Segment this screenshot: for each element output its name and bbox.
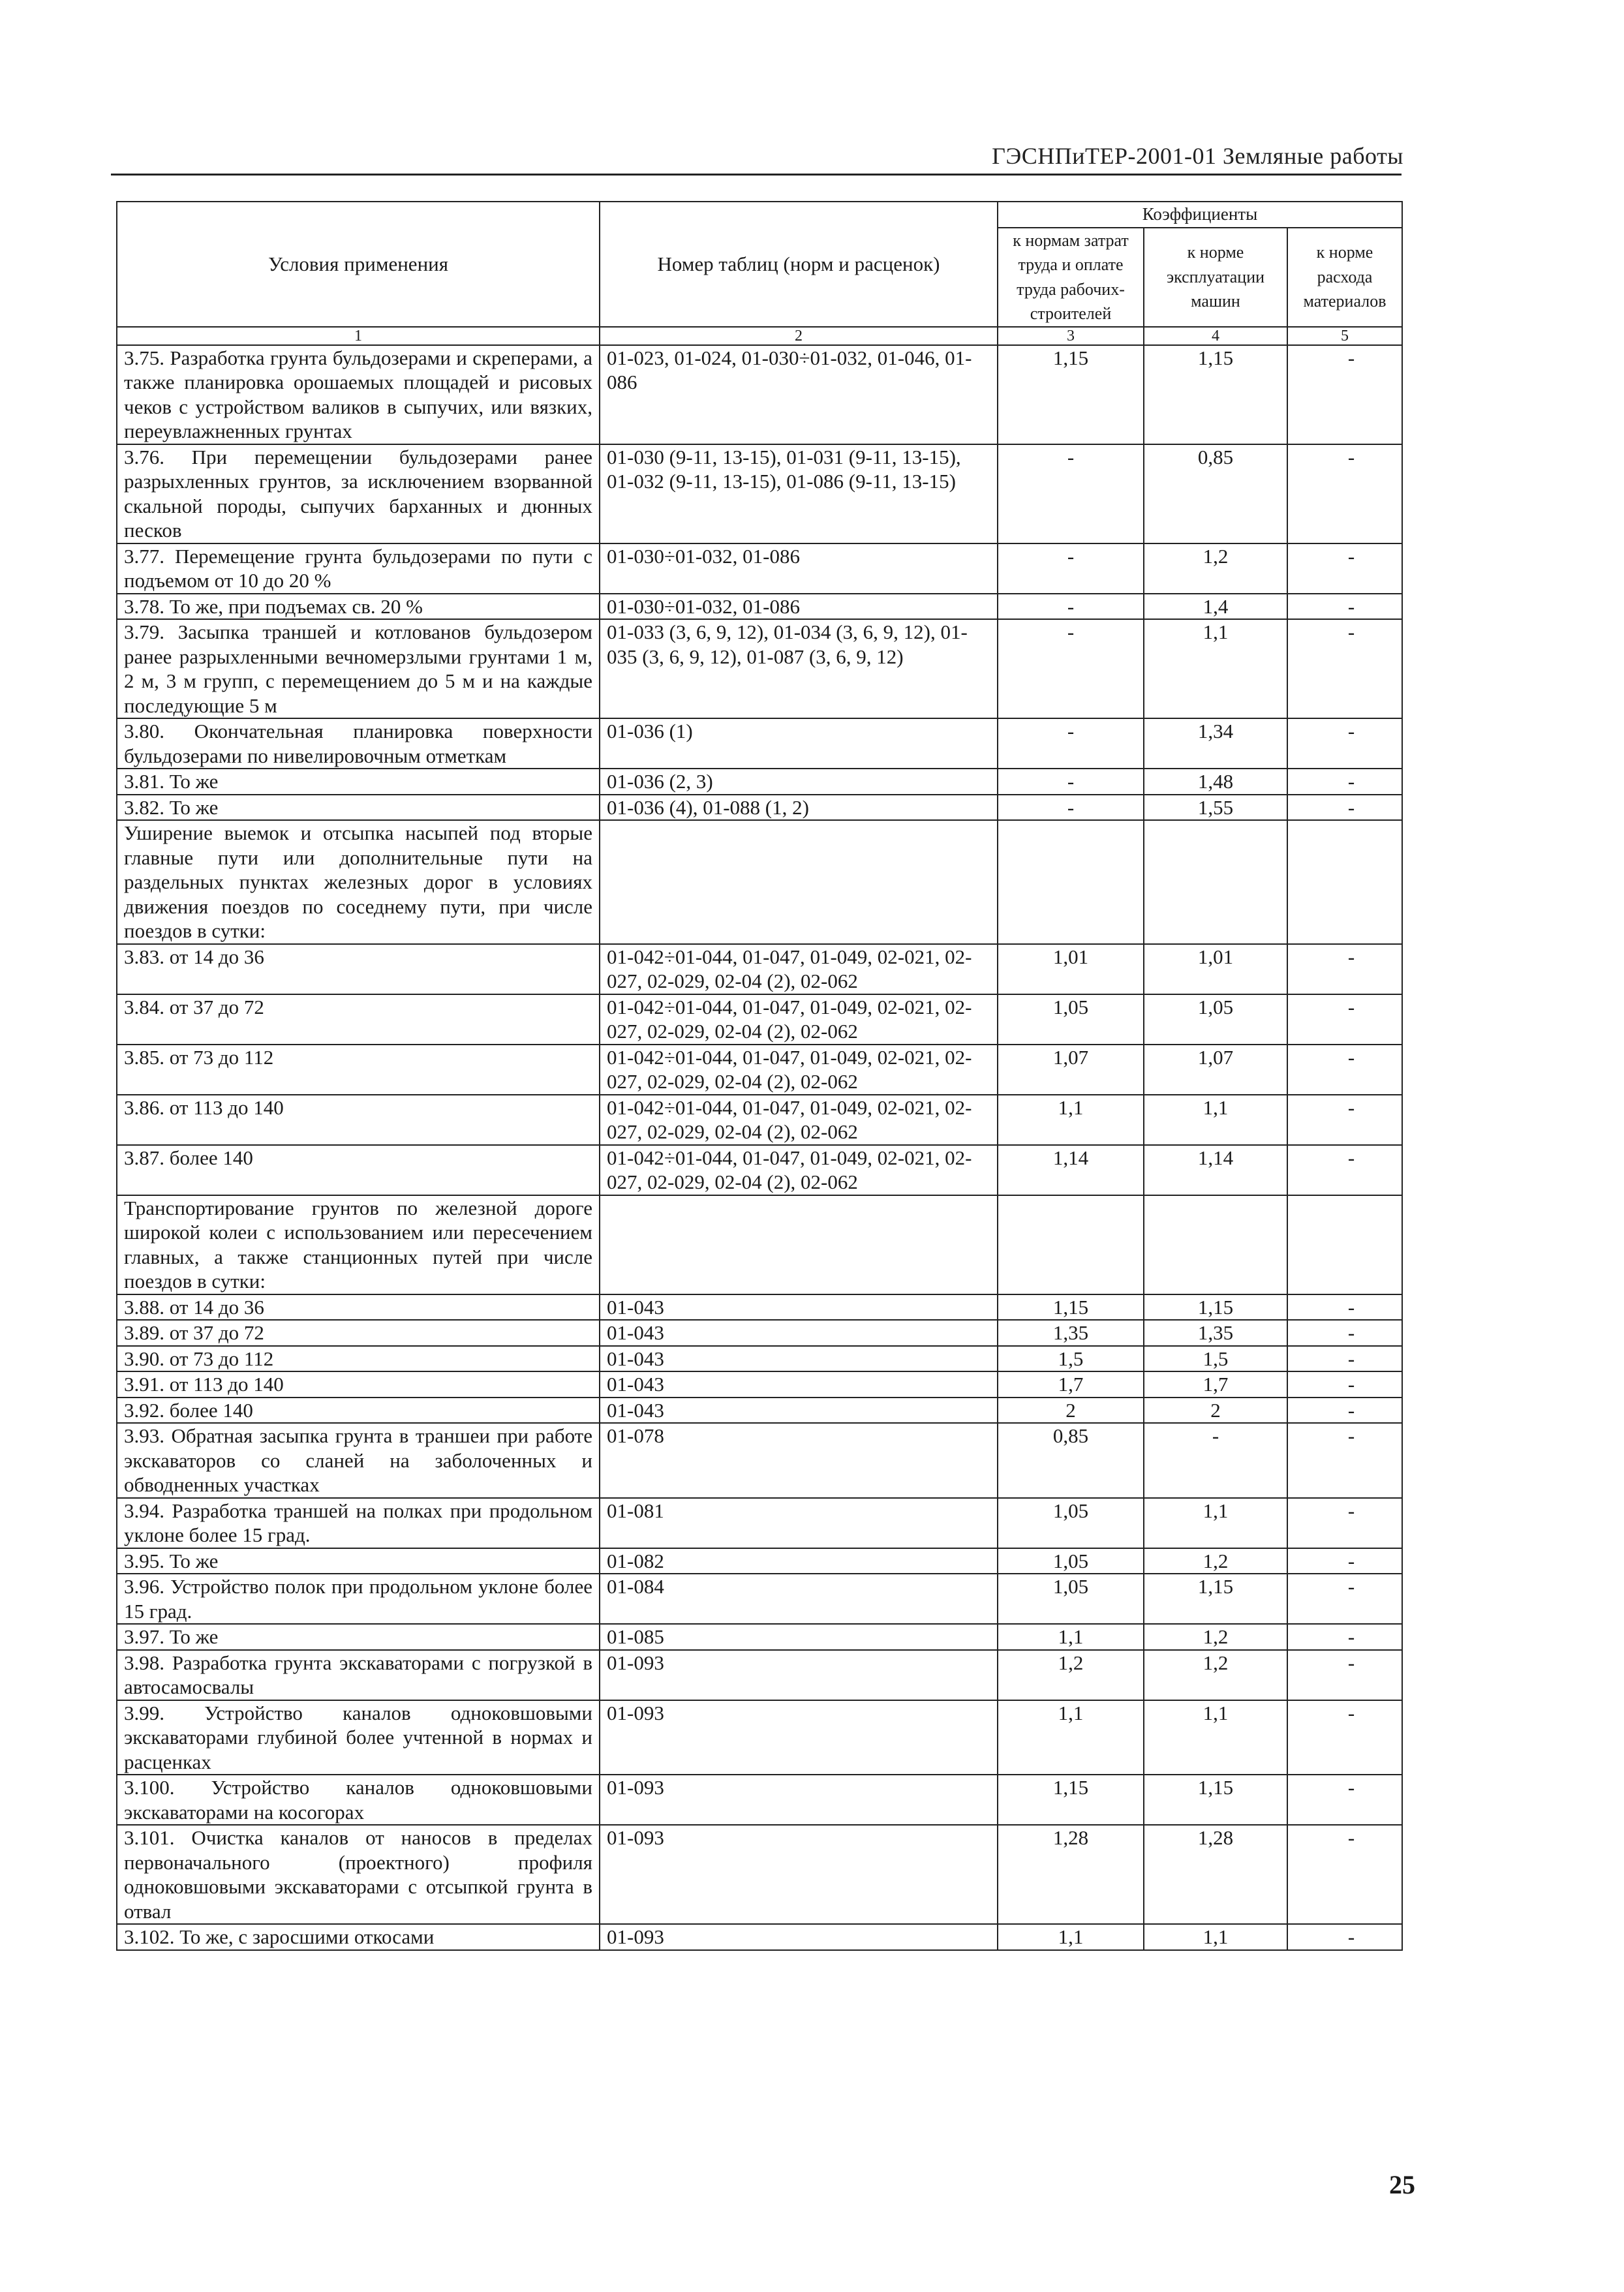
material-coefficient-cell: - [1287, 1624, 1402, 1650]
labor-coefficient-cell: 1,15 [998, 1775, 1144, 1825]
machine-coefficient-cell: 1,1 [1144, 619, 1287, 718]
labor-coefficient-cell [998, 820, 1144, 944]
table-number-cell: 01-043 [600, 1320, 998, 1346]
document-header-title: ГЭСНПиТЕР-2001-01 Земляные работы [992, 143, 1403, 169]
machine-coefficient-cell: 1,55 [1144, 795, 1287, 821]
column-number-1: 1 [117, 327, 600, 345]
condition-cell: 3.99. Устройство каналов одноковшовыми экскаваторами глубиной более учтенной в нормах и расценках [117, 1700, 600, 1775]
material-coefficient-cell: - [1287, 1346, 1402, 1372]
table-row [117, 1775, 1402, 1825]
table-row [117, 1924, 1402, 1950]
machine-coefficient-cell: 1,1 [1144, 1700, 1287, 1775]
condition-cell: 3.82. То же [117, 795, 600, 821]
labor-coefficient-cell: 1,1 [998, 1924, 1144, 1950]
material-coefficient-cell: - [1287, 994, 1402, 1045]
header-machine-coefficient: к норме эксплуатации машин [1144, 228, 1287, 327]
labor-coefficient-cell: 1,05 [998, 1548, 1144, 1574]
table-number-cell: 01-043 [600, 1398, 998, 1424]
condition-cell: 3.78. То же, при подъемах св. 20 % [117, 594, 600, 620]
labor-coefficient-cell: 1,28 [998, 1825, 1144, 1924]
table-row [117, 1145, 1402, 1195]
table-body [117, 345, 1402, 1950]
table-row [117, 1346, 1402, 1372]
table-row [117, 718, 1402, 769]
labor-coefficient-cell: - [998, 543, 1144, 594]
table-row [117, 1574, 1402, 1624]
table-row [117, 994, 1402, 1045]
table-row [117, 795, 1402, 821]
header-material-coefficient: к норме расхода материалов [1287, 228, 1402, 327]
machine-coefficient-cell: 1,01 [1144, 944, 1287, 994]
table-row [117, 1320, 1402, 1346]
table-row [117, 619, 1402, 718]
table-number-cell: 01-093 [600, 1825, 998, 1924]
table-row [117, 820, 1402, 944]
column-number-3: 3 [998, 327, 1144, 345]
labor-coefficient-cell: 0,85 [998, 1423, 1144, 1498]
machine-coefficient-cell: 1,1 [1144, 1924, 1287, 1950]
machine-coefficient-cell: 1,48 [1144, 769, 1287, 795]
table-number-cell: 01-078 [600, 1423, 998, 1498]
material-coefficient-cell: - [1287, 1095, 1402, 1145]
material-coefficient-cell: - [1287, 1423, 1402, 1498]
page-number: 25 [1389, 2170, 1415, 2199]
column-number-2: 2 [600, 327, 998, 345]
machine-coefficient-cell: 1,2 [1144, 543, 1287, 594]
table-row [117, 944, 1402, 994]
condition-cell: 3.92. более 140 [117, 1398, 600, 1424]
table-number-cell: 01-030 (9-11, 13-15), 01-031 (9-11, 13-15), 01-032 (9-11, 13-15), 01-086 (9-11, 13-15) [600, 444, 998, 543]
material-coefficient-cell: - [1287, 795, 1402, 821]
table-number-cell: 01-043 [600, 1346, 998, 1372]
labor-coefficient-cell: 1,2 [998, 1650, 1144, 1700]
table-row [117, 1095, 1402, 1145]
table-row [117, 1650, 1402, 1700]
table-row [117, 543, 1402, 594]
table-row [117, 1423, 1402, 1498]
machine-coefficient-cell: 2 [1144, 1398, 1287, 1424]
table-number-cell: 01-042÷01-044, 01-047, 01-049, 02-021, 02-027, 02-029, 02-04 (2), 02-062 [600, 1145, 998, 1195]
table-row [117, 1045, 1402, 1095]
labor-coefficient-cell: 1,07 [998, 1045, 1144, 1095]
condition-cell: 3.76. При перемещении бульдозерами ранее разрыхленных грунтов, за исключением взорванной скальной породы, сыпучих барханных и дюнных песков [117, 444, 600, 543]
material-coefficient-cell: - [1287, 1548, 1402, 1574]
condition-cell: 3.98. Разработка грунта экскаваторами с погрузкой в автосамосвалы [117, 1650, 600, 1700]
table-number-cell: 01-042÷01-044, 01-047, 01-049, 02-021, 02-027, 02-029, 02-04 (2), 02-062 [600, 994, 998, 1045]
table-row [117, 1294, 1402, 1321]
machine-coefficient-cell: 1,15 [1144, 1574, 1287, 1624]
header-coefficients: Коэффициенты [998, 202, 1402, 228]
material-coefficient-cell: - [1287, 1294, 1402, 1321]
table-number-cell: 01-093 [600, 1650, 998, 1700]
table-number-cell: 01-085 [600, 1624, 998, 1650]
labor-coefficient-cell: - [998, 769, 1144, 795]
table-number-cell: 01-081 [600, 1498, 998, 1548]
material-coefficient-cell: - [1287, 944, 1402, 994]
labor-coefficient-cell: 1,01 [998, 944, 1144, 994]
condition-cell: 3.85. от 73 до 112 [117, 1045, 600, 1095]
table-number-cell: 01-093 [600, 1700, 998, 1775]
table-number-cell: 01-036 (2, 3) [600, 769, 998, 795]
condition-cell: 3.87. более 140 [117, 1145, 600, 1195]
machine-coefficient-cell: 1,4 [1144, 594, 1287, 620]
machine-coefficient-cell: - [1144, 1423, 1287, 1498]
table-row [117, 1498, 1402, 1548]
table-number-cell: 01-084 [600, 1574, 998, 1624]
labor-coefficient-cell: - [998, 718, 1144, 769]
condition-cell: 3.79. Засыпка траншей и котлованов бульдозером ранее разрыхленными вечномерзлыми грунтами 1 м, 2 м, 3 м групп, с перемещением до 5 м и на каждые последующие 5 м [117, 619, 600, 718]
machine-coefficient-cell: 1,7 [1144, 1371, 1287, 1398]
table-row [117, 1398, 1402, 1424]
labor-coefficient-cell: - [998, 619, 1144, 718]
condition-cell: 3.96. Устройство полок при продольном уклоне более 15 град. [117, 1574, 600, 1624]
condition-cell: 3.100. Устройство каналов одноковшовыми экскаваторами на косогорах [117, 1775, 600, 1825]
table-number-cell: 01-093 [600, 1775, 998, 1825]
labor-coefficient-cell: 1,05 [998, 1574, 1144, 1624]
material-coefficient-cell: - [1287, 619, 1402, 718]
table-number-cell: 01-042÷01-044, 01-047, 01-049, 02-021, 02-027, 02-029, 02-04 (2), 02-062 [600, 1045, 998, 1095]
table-row [117, 444, 1402, 543]
machine-coefficient-cell: 0,85 [1144, 444, 1287, 543]
condition-cell: 3.102. То же, с заросшими откосами [117, 1924, 600, 1950]
condition-cell: 3.89. от 37 до 72 [117, 1320, 600, 1346]
material-coefficient-cell: - [1287, 594, 1402, 620]
machine-coefficient-cell: 1,2 [1144, 1548, 1287, 1574]
material-coefficient-cell: - [1287, 345, 1402, 444]
table-row [117, 1371, 1402, 1398]
condition-cell: Транспортирование грунтов по железной дороге широкой колеи с использованием или пересечением главных, а также станционных путей при числе поездов в сутки: [117, 1195, 600, 1294]
header-labor-coefficient: к нормам затрат труда и оплате труда рабочих-строителей [998, 228, 1144, 327]
condition-cell: 3.101. Очистка каналов от наносов в пределах первоначального (проектного) профиля одноковшовыми экскаваторами с отсыпкой грунта в отвал [117, 1825, 600, 1924]
machine-coefficient-cell: 1,2 [1144, 1624, 1287, 1650]
labor-coefficient-cell: 1,1 [998, 1624, 1144, 1650]
machine-coefficient-cell: 1,2 [1144, 1650, 1287, 1700]
table-number-cell: 01-042÷01-044, 01-047, 01-049, 02-021, 02-027, 02-029, 02-04 (2), 02-062 [600, 944, 998, 994]
table-number-cell: 01-042÷01-044, 01-047, 01-049, 02-021, 02-027, 02-029, 02-04 (2), 02-062 [600, 1095, 998, 1145]
table-number-cell: 01-043 [600, 1371, 998, 1398]
labor-coefficient-cell: 1,1 [998, 1700, 1144, 1775]
material-coefficient-cell [1287, 1195, 1402, 1294]
machine-coefficient-cell: 1,1 [1144, 1095, 1287, 1145]
condition-cell: 3.86. от 113 до 140 [117, 1095, 600, 1145]
machine-coefficient-cell: 1,05 [1144, 994, 1287, 1045]
material-coefficient-cell: - [1287, 1498, 1402, 1548]
table-row [117, 594, 1402, 620]
machine-coefficient-cell: 1,15 [1144, 1775, 1287, 1825]
header-divider [111, 174, 1402, 176]
table-number-cell: 01-036 (4), 01-088 (1, 2) [600, 795, 998, 821]
table-number-cell: 01-082 [600, 1548, 998, 1574]
machine-coefficient-cell: 1,15 [1144, 1294, 1287, 1321]
table-number-cell [600, 820, 998, 944]
labor-coefficient-cell: 1,05 [998, 1498, 1144, 1548]
condition-cell: Уширение выемок и отсыпка насыпей под вторые главные пути или дополнительные пути на раздельных пунктах железных дорог в условиях движения поездов по соседнему пути, при числе поездов в сутки: [117, 820, 600, 944]
material-coefficient-cell: - [1287, 1145, 1402, 1195]
table-row [117, 1825, 1402, 1924]
labor-coefficient-cell: - [998, 594, 1144, 620]
condition-cell: 3.91. от 113 до 140 [117, 1371, 600, 1398]
material-coefficient-cell: - [1287, 718, 1402, 769]
table-number-cell: 01-030÷01-032, 01-086 [600, 594, 998, 620]
material-coefficient-cell: - [1287, 543, 1402, 594]
condition-cell: 3.88. от 14 до 36 [117, 1294, 600, 1321]
labor-coefficient-cell: - [998, 795, 1144, 821]
table-number-cell: 01-030÷01-032, 01-086 [600, 543, 998, 594]
material-coefficient-cell: - [1287, 1371, 1402, 1398]
labor-coefficient-cell [998, 1195, 1144, 1294]
condition-cell: 3.77. Перемещение грунта бульдозерами по пути с подъемом от 10 до 20 % [117, 543, 600, 594]
table-row [117, 1548, 1402, 1574]
condition-cell: 3.75. Разработка грунта бульдозерами и скреперами, а также планировка орошаемых площадей и рисовых чеков с устройством валиков в сыпучих, или вязких, переувлажненных грунтах [117, 345, 600, 444]
labor-coefficient-cell: 1,1 [998, 1095, 1144, 1145]
condition-cell: 3.83. от 14 до 36 [117, 944, 600, 994]
machine-coefficient-cell: 1,34 [1144, 718, 1287, 769]
machine-coefficient-cell [1144, 820, 1287, 944]
material-coefficient-cell: - [1287, 1825, 1402, 1924]
table-row [117, 769, 1402, 795]
condition-cell: 3.90. от 73 до 112 [117, 1346, 600, 1372]
labor-coefficient-cell: - [998, 444, 1144, 543]
table-row [117, 1195, 1402, 1294]
column-number-5: 5 [1287, 327, 1402, 345]
table-number-cell: 01-023, 01-024, 01-030÷01-032, 01-046, 01-086 [600, 345, 998, 444]
material-coefficient-cell [1287, 820, 1402, 944]
header-table-numbers: Номер таблиц (норм и расценок) [600, 202, 998, 327]
machine-coefficient-cell: 1,5 [1144, 1346, 1287, 1372]
labor-coefficient-cell: 1,15 [998, 1294, 1144, 1321]
labor-coefficient-cell: 1,5 [998, 1346, 1144, 1372]
machine-coefficient-cell: 1,1 [1144, 1498, 1287, 1548]
material-coefficient-cell: - [1287, 1045, 1402, 1095]
material-coefficient-cell: - [1287, 769, 1402, 795]
labor-coefficient-cell: 1,05 [998, 994, 1144, 1045]
table-number-cell: 01-033 (3, 6, 9, 12), 01-034 (3, 6, 9, 12), 01-035 (3, 6, 9, 12), 01-087 (3, 6, 9, 12) [600, 619, 998, 718]
material-coefficient-cell: - [1287, 1650, 1402, 1700]
condition-cell: 3.94. Разработка траншей на полках при продольном уклоне более 15 град. [117, 1498, 600, 1548]
material-coefficient-cell: - [1287, 444, 1402, 543]
machine-coefficient-cell: 1,14 [1144, 1145, 1287, 1195]
table-number-cell: 01-036 (1) [600, 718, 998, 769]
coefficients-table [116, 201, 1403, 1951]
material-coefficient-cell: - [1287, 1775, 1402, 1825]
material-coefficient-cell: - [1287, 1574, 1402, 1624]
material-coefficient-cell: - [1287, 1700, 1402, 1775]
table-row [117, 1624, 1402, 1650]
machine-coefficient-cell: 1,35 [1144, 1320, 1287, 1346]
machine-coefficient-cell: 1,07 [1144, 1045, 1287, 1095]
header-conditions: Условия применения [117, 202, 600, 327]
labor-coefficient-cell: 1,35 [998, 1320, 1144, 1346]
material-coefficient-cell: - [1287, 1924, 1402, 1950]
table-row [117, 1700, 1402, 1775]
table-number-cell: 01-093 [600, 1924, 998, 1950]
condition-cell: 3.84. от 37 до 72 [117, 994, 600, 1045]
machine-coefficient-cell: 1,15 [1144, 345, 1287, 444]
condition-cell: 3.95. То же [117, 1548, 600, 1574]
table-number-cell [600, 1195, 998, 1294]
column-number-4: 4 [1144, 327, 1287, 345]
labor-coefficient-cell: 1,7 [998, 1371, 1144, 1398]
labor-coefficient-cell: 2 [998, 1398, 1144, 1424]
condition-cell: 3.81. То же [117, 769, 600, 795]
condition-cell: 3.93. Обратная засыпка грунта в траншеи при работе экскаваторов со сланей на заболоченных и обводненных участках [117, 1423, 600, 1498]
labor-coefficient-cell: 1,15 [998, 345, 1144, 444]
material-coefficient-cell: - [1287, 1398, 1402, 1424]
labor-coefficient-cell: 1,14 [998, 1145, 1144, 1195]
table-row [117, 345, 1402, 444]
machine-coefficient-cell [1144, 1195, 1287, 1294]
material-coefficient-cell: - [1287, 1320, 1402, 1346]
machine-coefficient-cell: 1,28 [1144, 1825, 1287, 1924]
condition-cell: 3.80. Окончательная планировка поверхности бульдозерами по нивелировочным отметкам [117, 718, 600, 769]
condition-cell: 3.97. То же [117, 1624, 600, 1650]
table-number-cell: 01-043 [600, 1294, 998, 1321]
